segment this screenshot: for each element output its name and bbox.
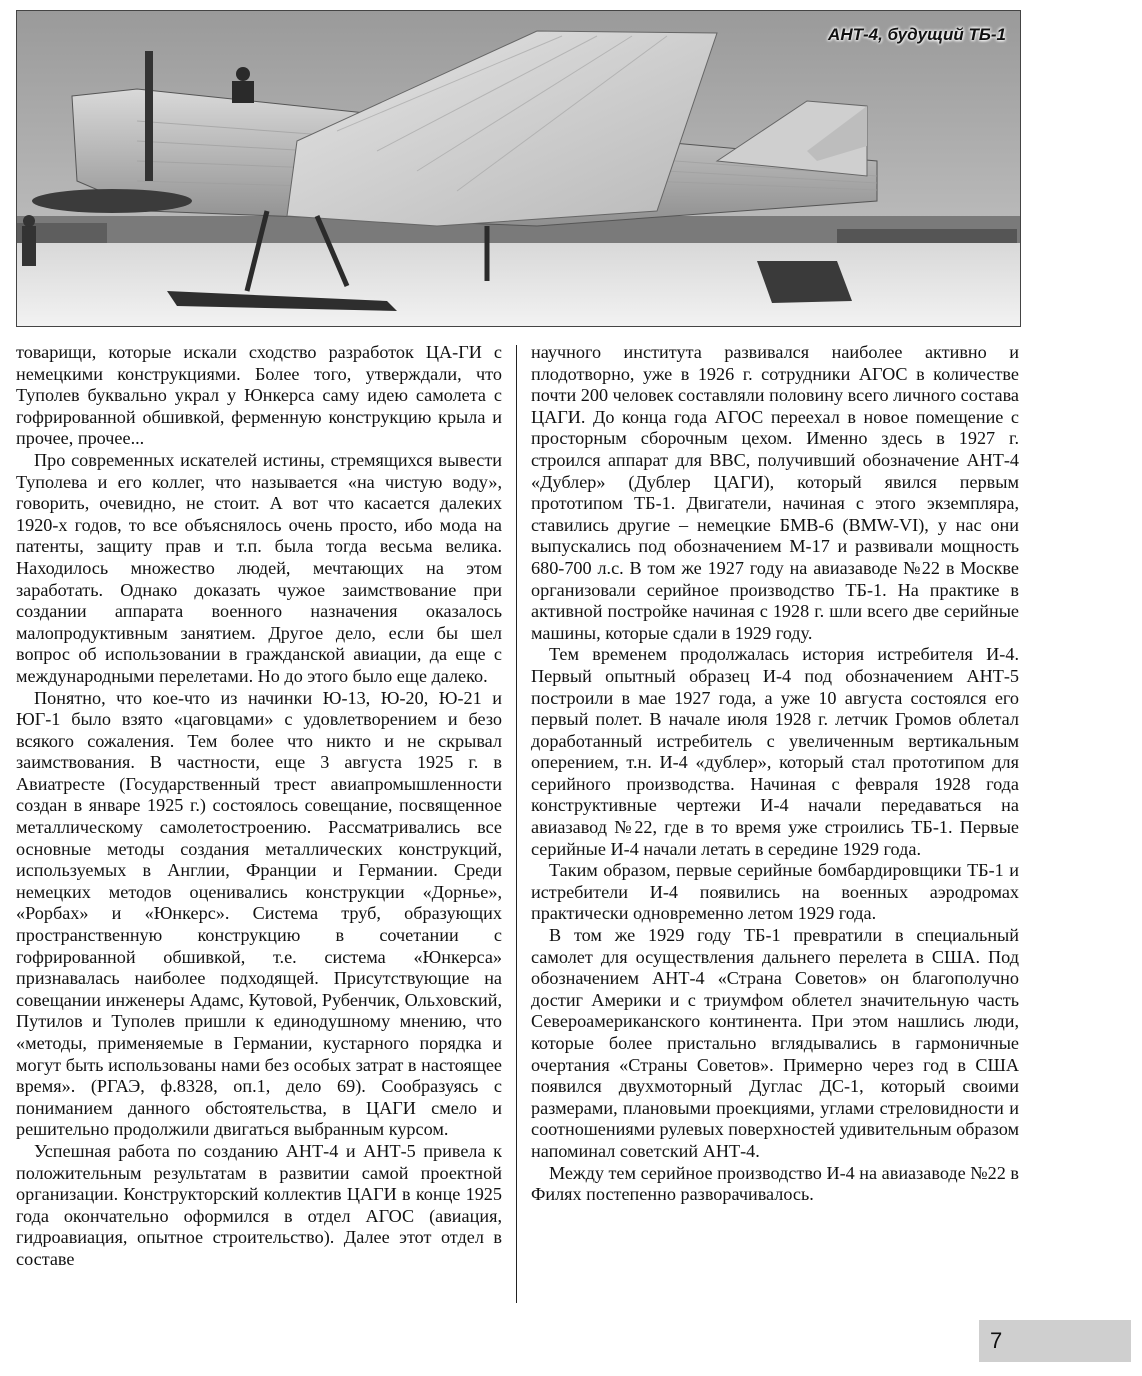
paragraph: Между тем серийное производство И-4 на авиазаводе №22 в Филях постепенно разворачивалось. (531, 1162, 1019, 1205)
aircraft-photo (16, 10, 1021, 327)
photo-caption: АНТ-4, будущий ТБ-1 (828, 25, 1006, 44)
paragraph: Таким образом, первые серийные бомбардировщики ТБ-1 и истребители И-4 появились на военных аэродромах практически одновременно летом 1929 года. (531, 860, 1019, 924)
paragraph: Успешная работа по созданию АНТ-4 и АНТ-5 привела к положительным результатам в развитии самой проектной организации. Конструкторский коллектив ЦАГИ в конце 1925 года окончательно оформился в отдел АГОС (авиация, гидроавиация, опытное строительство). Далее этот отдел в составе (16, 1140, 502, 1269)
text-column-left (16, 342, 502, 1307)
page-number: 7 (979, 1320, 1131, 1362)
column-divider (516, 345, 517, 1303)
paragraph: Понятно, что кое-что из начинки Ю-13, Ю-20, Ю-21 и ЮГ-1 было взято «цаговцами» с удовлетворением и безо всякого сожаления. Тем более что никто и не скрывал заимствования. В частности, еще 3 августа 1925 г. в Авиатресте (Государственный трест авиапромышленности создан в январе 1925 г.) состоялось совещание, посвященное металлическому самолетостроению. Рассматривались все основные методы создания металлических конструкций, используемых в Англии, Франции и Германии. Среди немецких методов оценивались конструкции «Дорнье», «Рорбах» и «Юнкерс». Система труб, образующих пространственную конструкцию в сочетании с гофрированной обшивкой, т.е. система «Юнкерса» признавалась наиболее подходящей. Присутствующие на совещании инженеры Адамс, Кутовой, Рубенчик, Ольховский, Путилов и Туполев пришли к единодушному мнению, что «методы, применяемые в Германии, кустарного порядка и могут быть использованы нами без особых затрат в настоящее время». (РГАЭ, ф.8328, оп.1, дело 69). Сообразуясь с пониманием данного обстоятельства, в ЦАГИ смело и решительно продолжили двигаться выбранным курсом. (16, 687, 502, 1140)
paragraph: Про современных искателей истины, стремящихся вывести Туполева и его коллег, что называется «на чистую воду», говорить, очевидно, не стоит. А вот что касается далеких 1920-х годов, то все объяснялось очень просто, ибо мода на патенты, защиту прав и т.п. была тогда весьма велика. Находилось множество людей, мечтающих на этом заработать. Однако доказать чужое заимствование при создании аппарата военного назначения оказалось малопродуктивным занятием. Другое дело, если бы шел вопрос об использовании в гражданской авиации, да еще с международными перелетами. Но до этого было еще далеко. (16, 449, 502, 686)
text-column-right (531, 342, 1019, 1307)
paragraph: В том же 1929 году ТБ-1 превратили в специальный самолет для осуществления дальнего перелета в США. Под обозначением АНТ-4 «Страна Советов» он благополучно достиг Америки и с триумфом облетел значительную часть Североамериканского континента. При этом нашлись люди, которые более пристально вглядывались в гармоничные очертания «Страны Советов». Примерно через год в США появился двухмоторный Дуглас ДС-1, который своими размерами, плановыми проекциями, углами стреловидности и соотношениями рулевых поверхностей удивительным образом напоминал советский АНТ-4. (531, 925, 1019, 1161)
paragraph: товарищи, которые искали сходство разработок ЦА-ГИ с немецкими конструкциями. Более того, утверждали, что Туполев буквально украл у Юнкерса саму идею самолета с гофрированной обшивкой, ферменную конструкцию крыла и прочее, прочее... (16, 342, 502, 449)
paragraph: научного института развивался наиболее активно и плодотворно, уже в 1926 г. сотрудники АГОС в количестве почти 200 человек составляли половину всего личного состава ЦАГИ. До конца года АГОС переехал в новое помещение с просторным сборочным цехом. Именно здесь в 1927 г. строился аппарат для ВВС, получивший обозначение АНТ-4 «Дублер» (Дублер ЦАГИ), который явился первым прототипом ТБ-1. Двигатели, начиная с этого экземпляра, ставились другие – немецкие БМВ-6 (BMW-VI), у нас они выпускались под обозначением М-17 и развивали мощность 680-700 л.с. В том же 1927 году на авиазаводе №22 в Москве организовали серийное производство ТБ-1. На практике в активной постройке начиная с 1928 г. шли всего две серийные машины, которые сдали в 1929 году. (531, 342, 1019, 643)
aircraft-illustration (17, 11, 1020, 326)
paragraph: Тем временем продолжалась история истребителя И-4. Первый опытный образец И-4 под обозначением АНТ-5 построили в мае 1927 года, а уже 10 августа состоялся его первый полет. В начале июля 1928 г. летчик Громов облетал доработанный истребитель с увеличенным вертикальным оперением, т.н. И-4 «дублер», который стал прототипом для серийного производства. Начиная с февраля 1928 года конструктивные чертежи И-4 начали передаваться на авиазавод №22, где в то время уже строились ТБ-1. Первые серийные И-4 начали летать в середине 1929 года. (531, 644, 1019, 859)
